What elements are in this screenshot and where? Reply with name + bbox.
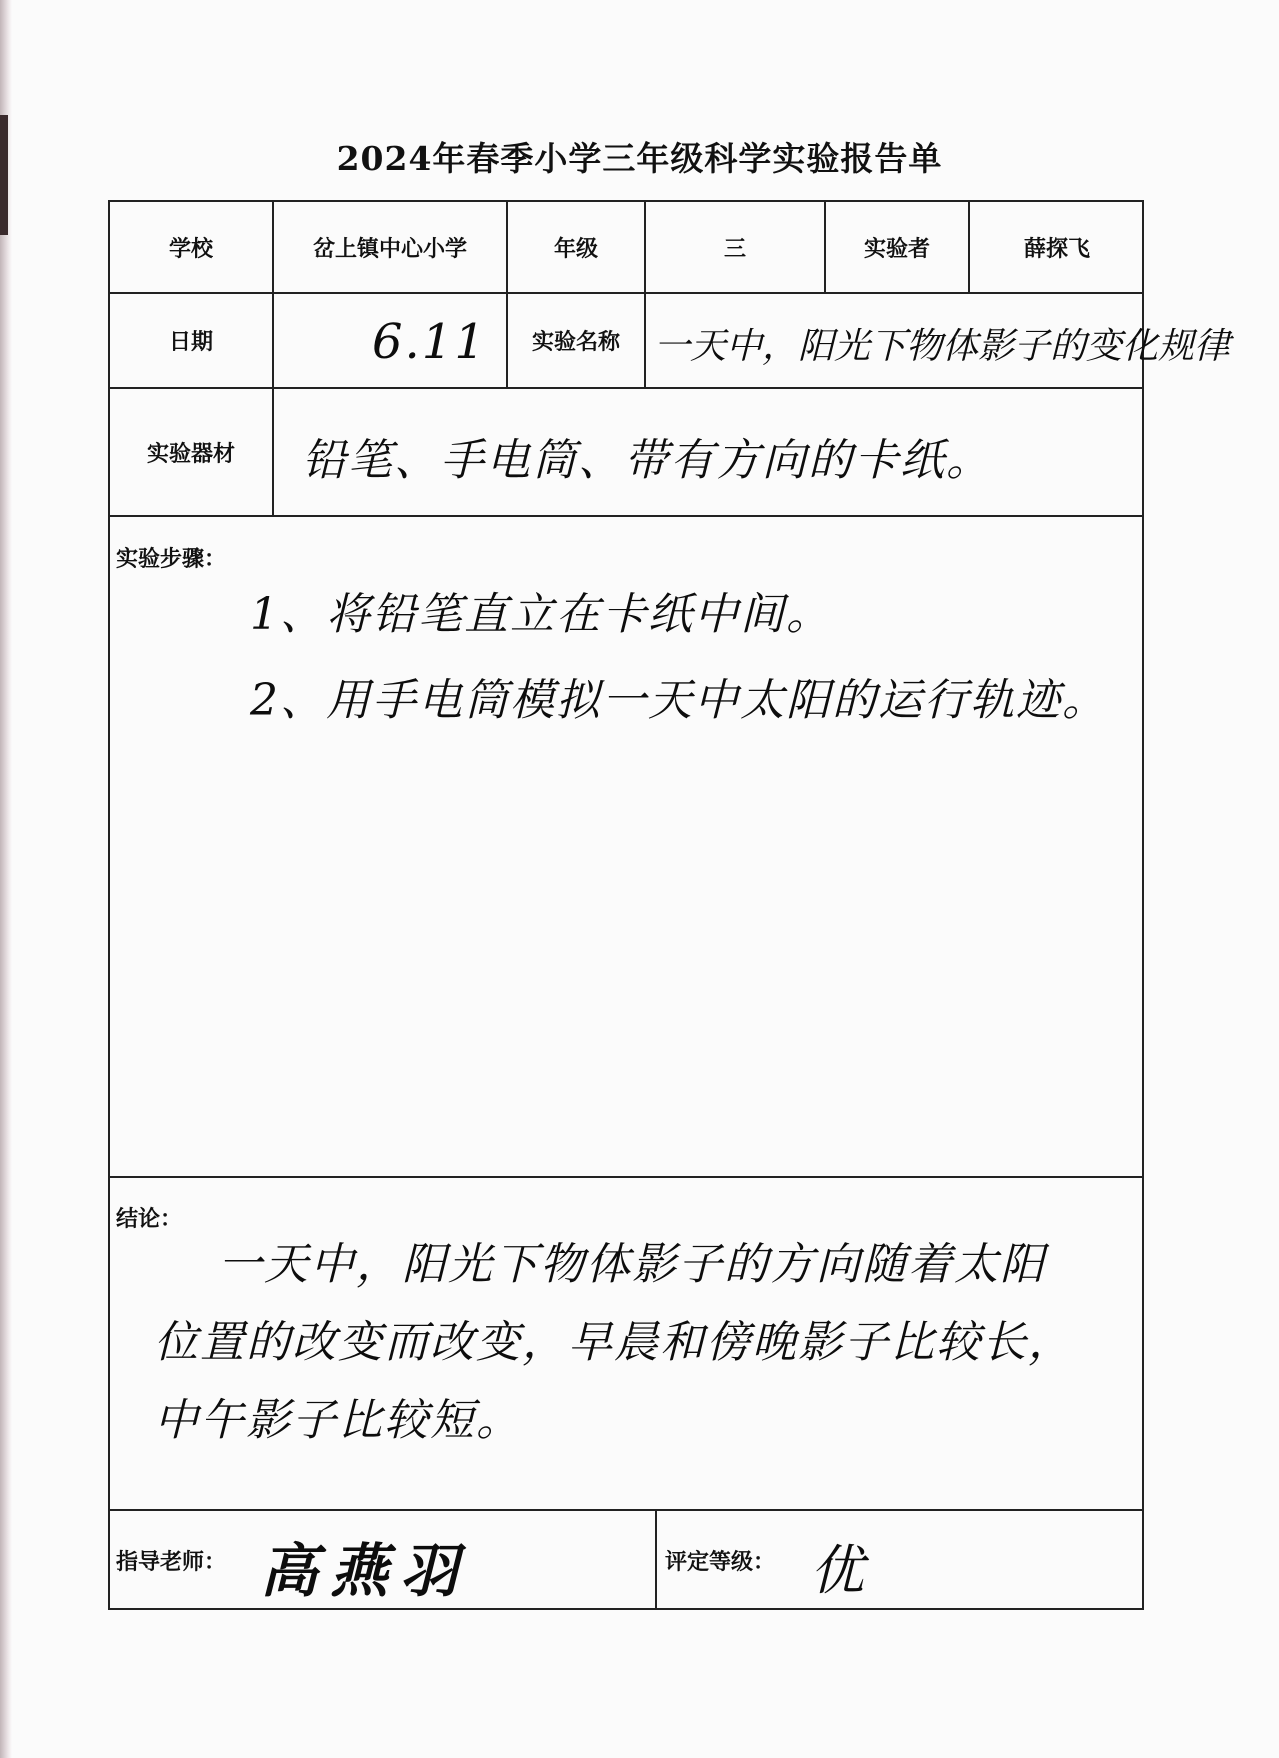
equipment-value: 铅笔、手电筒、带有方向的卡纸。 [302,435,992,486]
rule-row3 [110,515,1142,517]
school-value: 岔上镇中心小学 [312,236,467,262]
steps-label: 实验步骤： [116,547,227,572]
report-form [108,200,1231,1610]
experimenter-value: 薛探飞 [1023,236,1090,262]
step-item-2: 2、用手电筒模拟一天中太阳的运行轨迹。 [250,675,1108,726]
teacher-signature: 高燕羽 [260,1537,471,1605]
rule-row5 [110,1509,1142,1511]
equipment-label: 实验器材 [146,441,235,467]
rule-row4 [110,1176,1142,1178]
conclusion-text: 一天中，阳光下物体影子的方向随着太阳位置的改变而改变，早晨和傍晚影子比较长，中午影子比较短。 [154,1239,1074,1446]
experiment-name-value: 一天中，阳光下物体影子的变化规律 [654,326,1231,367]
scan-edge [0,0,12,1758]
experiment-name-label: 实验名称 [531,330,620,355]
teacher-label: 指导老师： [116,1550,227,1575]
date-label: 日期 [168,330,213,355]
rating-value: 优 [810,1539,866,1602]
school-label: 学校 [168,236,213,262]
page-title: 2024年春季小学三年级科学实验报告单 [336,139,943,178]
date-value: 6.11 [372,314,487,370]
step-item-1: 1、将铅笔直立在卡纸中间。 [250,589,832,640]
grade-value: 三 [723,236,746,262]
conclusion-label: 结论： [116,1207,183,1232]
rule-footer-divider [655,1509,657,1610]
experimenter-label: 实验者 [863,236,930,262]
rating-label: 评定等级： [665,1550,776,1575]
grade-label: 年级 [553,236,598,262]
